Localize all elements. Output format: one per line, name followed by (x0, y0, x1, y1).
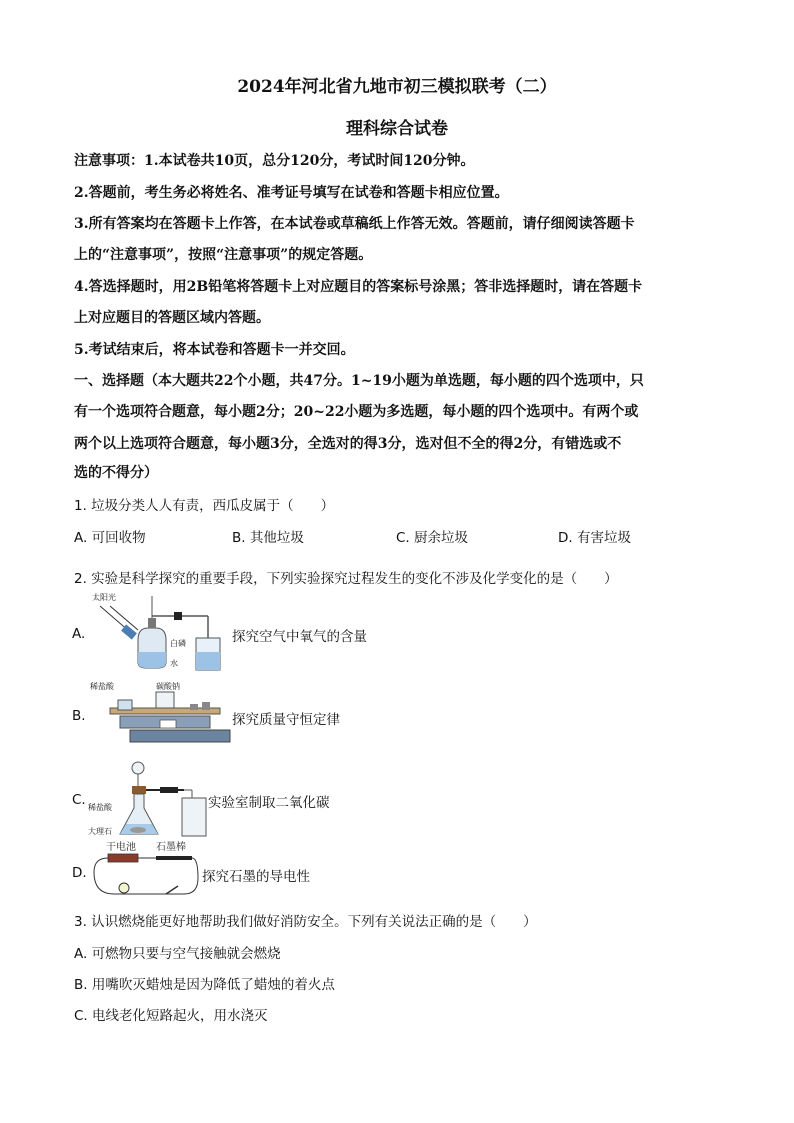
section-heading: 选的不得分） (74, 465, 158, 481)
page-title: 2024年河北省九地市初三模拟联考（二） (237, 77, 557, 97)
figure-label: 石墨棒 (156, 842, 186, 853)
figure-label: 碳酸钠 (156, 682, 180, 691)
note-line: 注意事项：1.本试卷共10页，总分120分，考试时间120分钟。 (74, 153, 475, 169)
q2-option-b-letter: B. (72, 708, 86, 724)
q3-option-a: A. 可燃物只要与空气接触就会燃烧 (74, 946, 281, 962)
q3-option-c: C. 电线老化短路起火，用水浇灭 (74, 1008, 268, 1024)
figure-label: 稀盐酸 (90, 682, 114, 691)
note-line: 5.考试结束后，将本试卷和答题卡一并交回。 (74, 342, 355, 358)
q2-option-b-text: 探究质量守恒定律 (232, 712, 340, 728)
page-subtitle: 理科综合试卷 (346, 119, 448, 139)
note-line: 4.答选择题时，用2B铅笔将答题卡上对应题目的答案标号涂黑；答非选择题时，请在答题卡 (74, 279, 643, 295)
co2-experiment-figure (88, 758, 212, 842)
note-line: 上的“注意事项”，按照“注意事项”的规定答题。 (74, 247, 373, 263)
section-heading: 有一个选项符合题意，每小题2分；20~22小题为多选题，每小题的四个选项中。有两个或 (74, 404, 639, 420)
balance-experiment-figure (90, 680, 232, 752)
section-heading: 两个以上选项符合题意，每小题3分，全选对的得3分，选对但不全的得2分，有错选或不 (74, 436, 622, 452)
q2-option-c-text: 实验室制取二氧化碳 (208, 795, 330, 811)
figure-label: 大理石 (88, 827, 112, 836)
q1-option-c: C. 厨余垃圾 (396, 530, 469, 546)
section-heading: 一、选择题（本大题共22个小题，共47分。1~19小题为单选题，每小题的四个选项中，只 (74, 373, 644, 389)
q1-option-b: B. 其他垃圾 (232, 530, 304, 546)
q1-option-a: A. 可回收物 (74, 530, 146, 546)
question-1-stem: 1. 垃圾分类人人有责，西瓜皮属于（ ） (74, 498, 335, 514)
note-line: 上对应题目的答题区域内答题。 (74, 310, 270, 326)
figure-label: 水 (170, 659, 178, 668)
note-line: 3.所有答案均在答题卡上作答，在本试卷或草稿纸上作答无效。答题前，请仔细阅读答题卡 (74, 216, 635, 232)
oxygen-experiment-figure (90, 590, 230, 675)
question-3-stem: 3. 认识燃烧能更好地帮助我们做好消防安全。下列有关说法正确的是（ ） (74, 914, 537, 930)
question-2-stem: 2. 实验是科学探究的重要手段，下列实验探究过程发生的变化不涉及化学变化的是（ ） (74, 571, 618, 587)
q2-option-d-letter: D. (72, 865, 87, 881)
figure-label: 干电池 (106, 842, 136, 853)
conductivity-experiment-figure (92, 840, 204, 900)
q3-option-b: B. 用嘴吹灭蜡烛是因为降低了蜡烛的着火点 (74, 977, 335, 993)
figure-label: 稀盐酸 (88, 803, 112, 812)
q1-option-d: D. 有害垃圾 (558, 530, 631, 546)
q2-option-d-text: 探究石墨的导电性 (202, 869, 310, 885)
q2-option-a-letter: A. (72, 626, 86, 642)
q2-option-c-letter: C. (72, 792, 86, 808)
figure-label: 白磷 (170, 639, 186, 648)
q2-option-a-text: 探究空气中氧气的含量 (232, 629, 367, 645)
question-1-options (74, 526, 714, 546)
figure-label: 太阳光 (92, 593, 116, 602)
note-line: 2.答题前，考生务必将姓名、准考证号填写在试卷和答题卡相应位置。 (74, 185, 509, 201)
